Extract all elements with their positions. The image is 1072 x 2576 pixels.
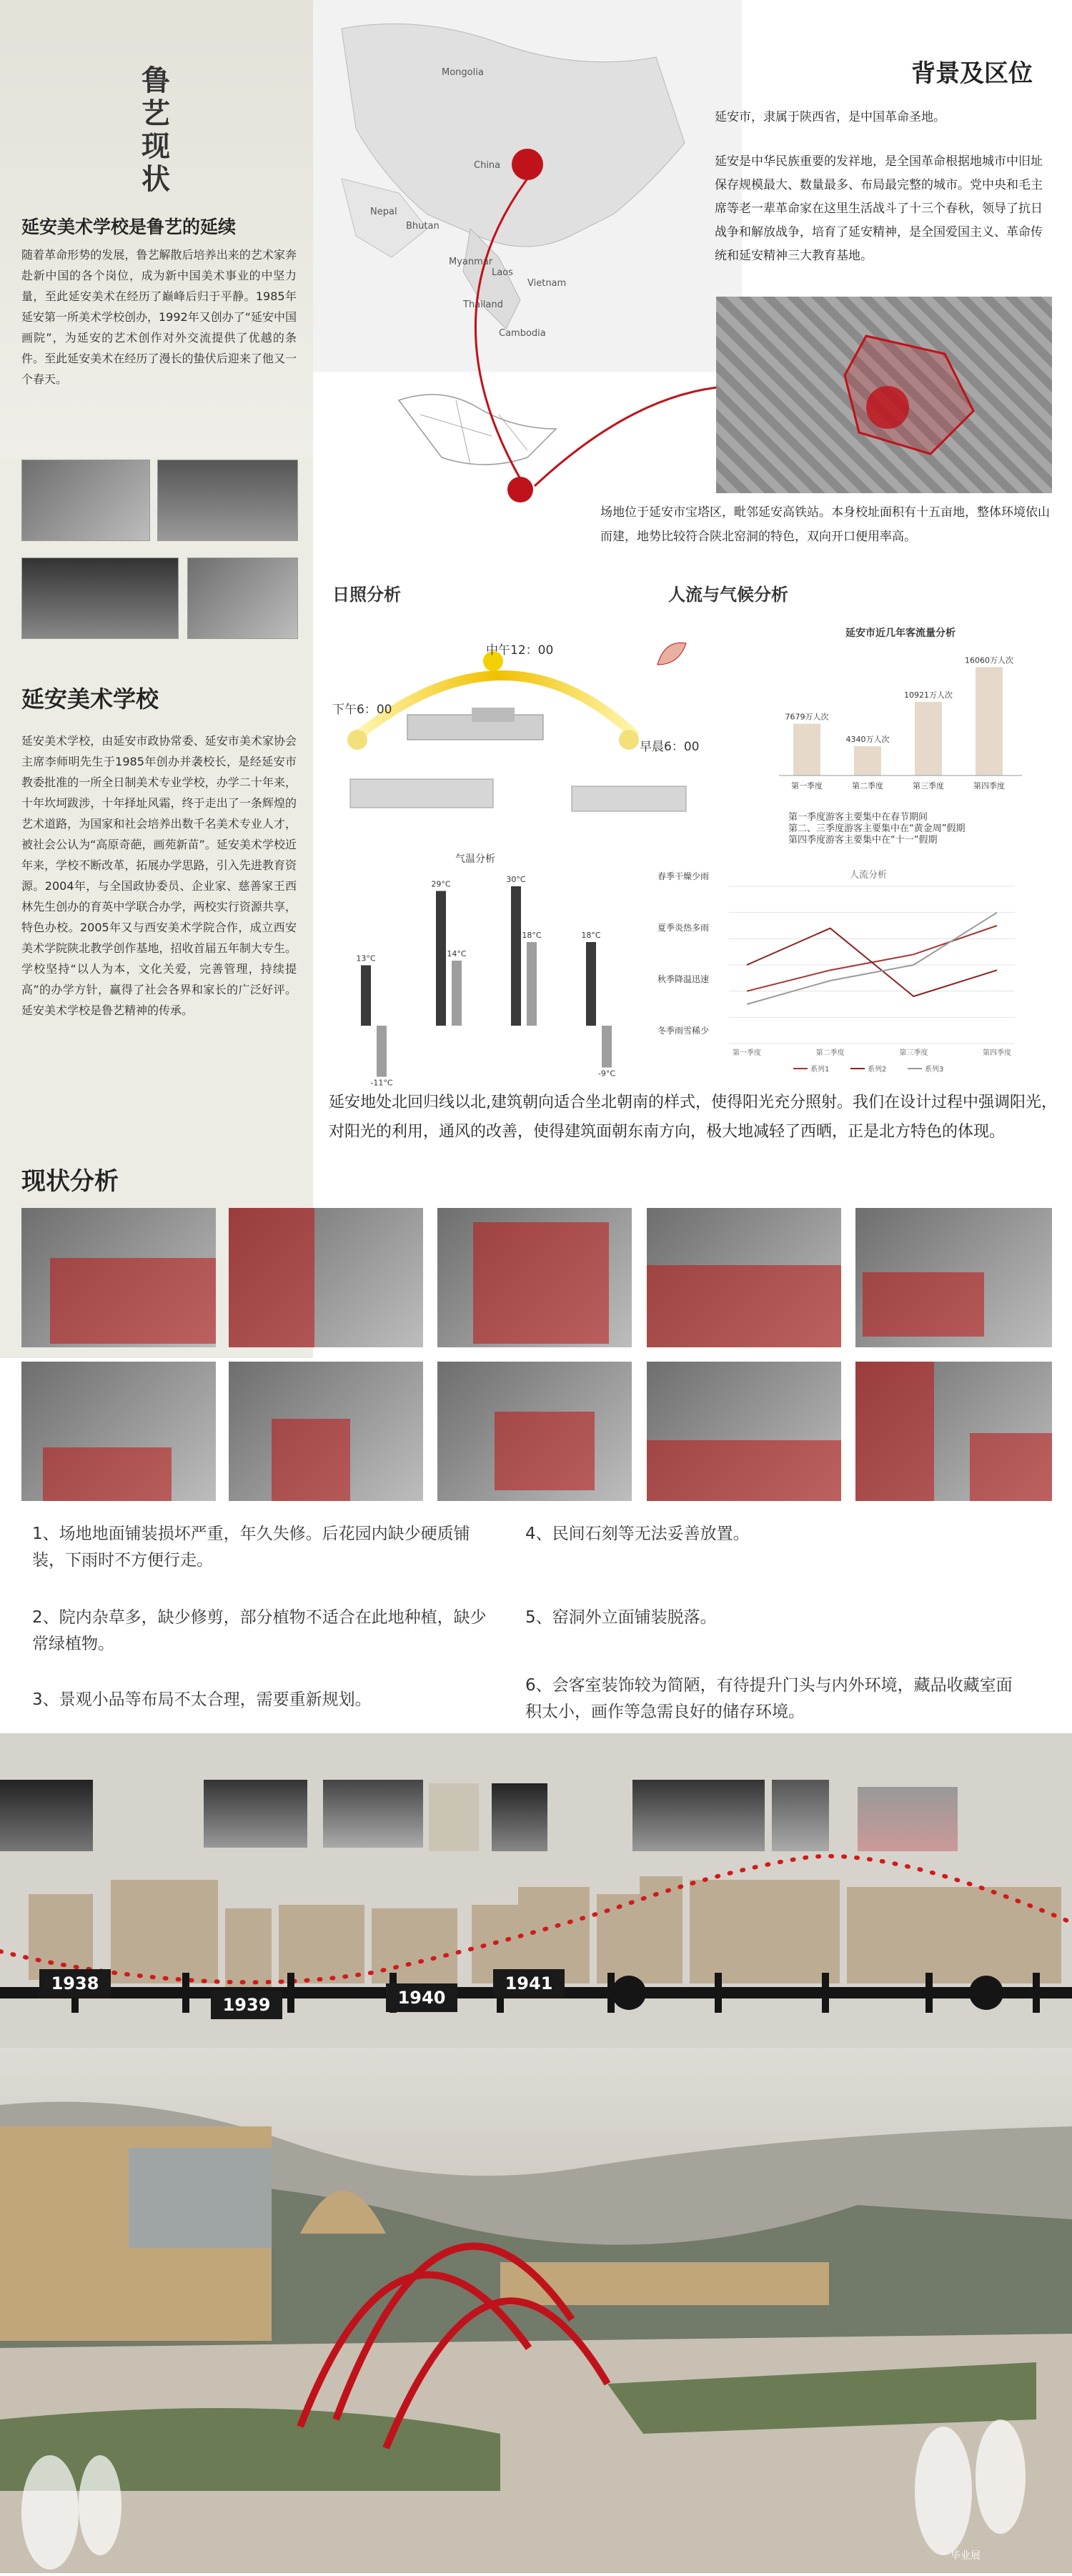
temperature-bar (452, 961, 462, 1026)
school-text: 延安美术学校，由延安市政协常委、延安市美术家协会主席李师明先生于1985年创办并袭校长，是经延安市教委批准的一所全日制美术专业学校，办学二十年来，十年坎坷跋涉，十年择址风霜，终于走出了一条辉煌的艺术道路，为国家和社会培养出数千名美术专业人才，被社会公认为“高原奇葩，画苑新苗”。延安美术学校近年来，学校不断改革，拓展办学思路，引入先进教育资源。2004年，与全国政协委员、企业家、慈善家王西林先生创办的育英中学联合办学，两校实行资源共享，特色办校。2005年又与西安美术学院合作，成立西安美术学院陕北教学创作基地，招收首届五年制大专生。学校坚持“以人为本，文化关爱，完善管理，持续提高”的办学方针，赢得了社会各界和家长的广泛好评。延安美术学校是鲁艺精神的传承。 (21, 734, 297, 1017)
data-label: 16060万人次 (965, 655, 1013, 665)
flow-note: 第一季度游客主要集中在春节期间 (788, 812, 928, 823)
temperature-bar (361, 966, 371, 1026)
map-label: Laos (492, 267, 513, 278)
tick-label: 第三季度 (913, 781, 944, 791)
status-photo (855, 1362, 1052, 1501)
chart-title: 人流分析 (849, 870, 888, 881)
issue-item: 3、景观小品等布局不太合理，需要重新规划。 (32, 1690, 372, 1709)
data-label: -11°C (370, 1078, 393, 1088)
issue-item: 6、会客室装饰较为简陋，有待提升门头与内外环境，藏品收藏室面积太小，画作等急需良好的储存环境。 (525, 1676, 1013, 1721)
temperature-bar (511, 886, 521, 1026)
tick-label: 第四季度 (973, 781, 1005, 791)
data-label: 18°C (581, 931, 601, 940)
location-marker (507, 477, 533, 502)
timeline-year: 1941 (493, 1969, 565, 1998)
background-line2: 延安是中华民族重要的发祥地，是全国革命根据地城市中旧址保存规模最大、数量最多、布局最完整的城市。党中央和毛主席等老一辈革命家在这里生活战斗了十三个春秋，领导了抗日战争和解放战争，培育了延安精神，是全国爱国主义、革命传统和延安精神三大教育基地。 (715, 154, 1043, 263)
map-label: Thailand (463, 299, 503, 310)
tick-label: 第四季度 (983, 1049, 1011, 1057)
render-illustration (0, 2048, 1072, 2573)
season-label: 夏季炎热多雨 (657, 923, 710, 933)
map-label: Myanmar (449, 257, 493, 267)
intro-text: 随着革命形势的发展，鲁艺解散后培养出来的艺术家奔赴新中国的各个岗位，成为新中国美术事业的中坚力量，至此延安美术在经历了巅峰后归于平静。1985年延安第一所美术学校创办，1992年又创办了“延安中国画院”，为延安的艺术创作对外交流提供了优越的条件。至此延安美术在经历了漫长的蛰伏后迎来了他又一个春天。 (21, 248, 297, 386)
location-map (313, 0, 742, 500)
legend-entry: 系列3 (925, 1066, 944, 1074)
temperature-bar (602, 1026, 612, 1068)
status-photo (855, 1208, 1052, 1347)
vertical-title: 鲁艺现状 (142, 64, 170, 196)
climate-text: 延安地处北回归线以北,建筑朝向适合坐北朝南的样式，使得阳光充分照射。我们在设计过程中强调阳光，对阳光的利用，通风的改善，使得建筑面朝东南方向，极大地减轻了西晒，正是北方特色的体现。 (329, 1094, 1057, 1141)
chart-title: 气温分析 (455, 853, 495, 865)
afternoon-label: 下午6：00 (332, 703, 392, 717)
bar (976, 667, 1003, 776)
bar (915, 702, 942, 776)
temperature-bar (436, 891, 446, 1026)
footer-logo: 毕业展 (951, 2550, 981, 2562)
status-photo (229, 1208, 423, 1347)
sidebar-photo (21, 460, 150, 541)
data-label: 18°C (522, 931, 542, 940)
flow-notes (788, 812, 1060, 846)
status-photo (21, 1362, 216, 1501)
data-label: 4340万人次 (845, 735, 890, 745)
status-photo (229, 1362, 423, 1501)
data-label: 13°C (356, 953, 376, 963)
flow-analysis-title: 人流与气候分析 (668, 585, 788, 605)
map-label: Nepal (370, 207, 397, 217)
bar (854, 746, 881, 776)
data-label: 30°C (506, 875, 526, 884)
aerial-photo (716, 297, 1052, 493)
sidebar-photo (157, 460, 298, 541)
tick-label: 第一季度 (733, 1049, 761, 1057)
flow-note: 第四季度游客主要集中在“十一”假期 (788, 835, 938, 846)
timeline-year: 1940 (386, 1983, 457, 2012)
season-label: 春季干燥少雨 (657, 871, 710, 881)
site-description: 场地位于延安市宝塔区，毗邻延安高铁站。本身校址面积有十五亩地，整体环境依山而建，地势比较符合陕北窑洞的特色，双向开口便用率高。 (600, 505, 1050, 544)
landscape-render (0, 2048, 1072, 2573)
timeline-year: 1939 (211, 1991, 282, 2019)
data-label: 29°C (431, 879, 451, 889)
tick-label: 第二季度 (815, 1049, 845, 1057)
background-line1: 延安市，隶属于陕西省，是中国革命圣地。 (715, 110, 946, 124)
status-photo (437, 1208, 632, 1347)
leaf-icon (650, 636, 693, 672)
tick-label: 第三季度 (899, 1049, 928, 1057)
temperature-chart (332, 851, 718, 1088)
map-label: Mongolia (442, 67, 484, 78)
map-label: Vietnam (527, 278, 567, 289)
sidebar-photo (187, 558, 298, 639)
status-title: 现状分析 (21, 1167, 119, 1196)
map-label: China (474, 160, 501, 171)
school-heading: 延安美术学校 (21, 685, 159, 713)
data-label: 14°C (447, 949, 467, 958)
temperature-bar (377, 1026, 387, 1077)
status-photo (21, 1208, 216, 1347)
status-photo (647, 1362, 841, 1501)
data-label: 7679万人次 (785, 712, 829, 722)
legend-entry: 系列1 (810, 1066, 830, 1074)
noon-label: 中午12：00 (486, 643, 554, 658)
map-label: Bhutan (406, 221, 440, 232)
status-photo (647, 1208, 841, 1347)
timeline-axis (0, 1830, 1072, 2044)
map-label: Cambodia (499, 328, 546, 339)
legend-entry: 系列2 (868, 1066, 887, 1074)
issue-item: 2、院内杂草多，缺少修剪，部分植物不适合在此地种植，缺少常绿植物。 (32, 1608, 487, 1653)
issue-item: 5、窑洞外立面铺装脱落。 (525, 1608, 717, 1627)
location-marker (512, 149, 543, 180)
temperature-bar (586, 942, 596, 1026)
chart-title: 延安市近几年客流量分析 (845, 628, 956, 639)
background-title: 背景及区位 (911, 59, 1033, 88)
sun-analysis-title: 日照分析 (332, 585, 401, 605)
issue-item: 1、场地地面铺装损坏严重，年久失修。后花园内缺少硬质铺装，下雨时不方便行走。 (32, 1525, 470, 1570)
temperature-bar (527, 942, 537, 1026)
status-photo (437, 1362, 632, 1501)
season-label: 冬季雨雪稀少 (657, 1026, 710, 1036)
bar (793, 723, 820, 776)
data-label: 10921万人次 (904, 690, 953, 700)
sidebar-photo (21, 558, 179, 639)
morning-label: 早晨6：00 (640, 740, 700, 754)
flow-note: 第二、三季度游客主要集中在“黄金周”假期 (788, 823, 966, 834)
passenger-bar-chart (765, 622, 1036, 815)
issue-item: 4、民间石刻等无法妥善放置。 (525, 1525, 750, 1543)
data-label: -9°C (597, 1069, 616, 1079)
series-line (747, 913, 997, 1004)
season-label: 秋季降温迅速 (657, 974, 710, 984)
timeline-year: 1938 (39, 1969, 111, 1998)
tick-label: 第一季度 (791, 781, 823, 791)
tick-label: 第二季度 (852, 781, 883, 791)
intro-heading: 延安美术学校是鲁艺的延续 (21, 217, 237, 237)
people-flow-line-chart (708, 865, 1029, 1079)
